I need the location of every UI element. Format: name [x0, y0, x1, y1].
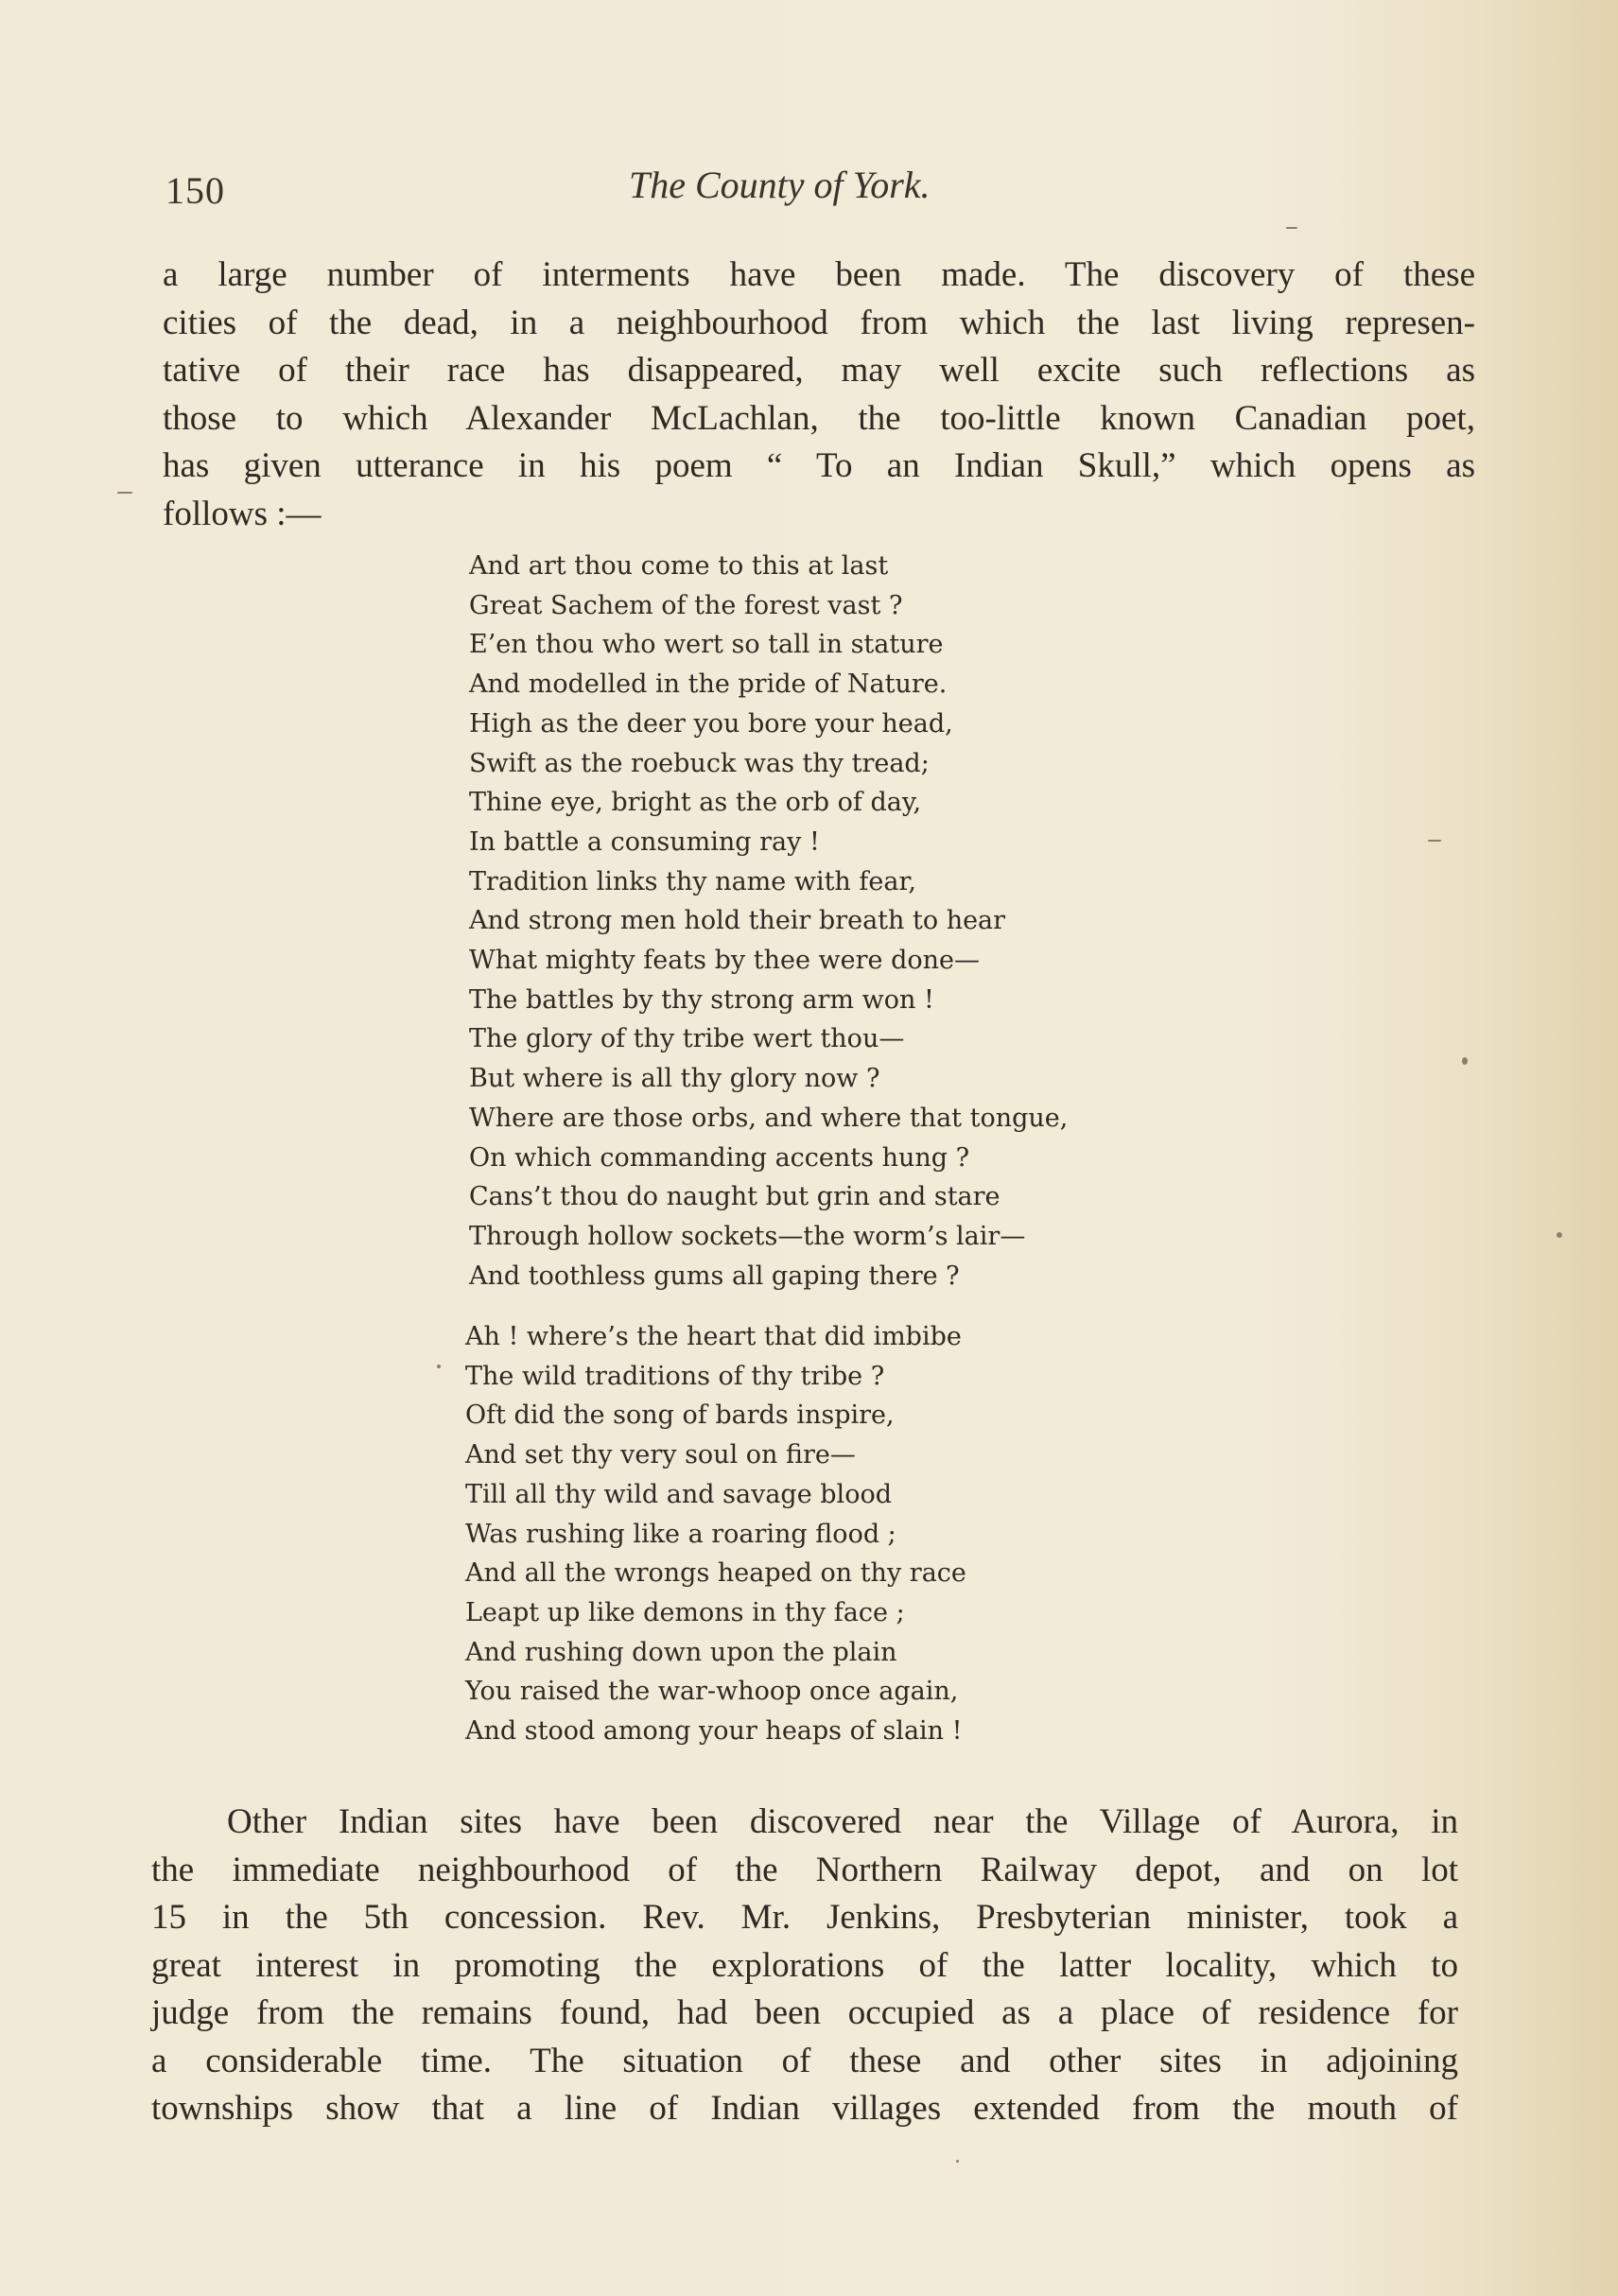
text-line: 15 in the 5th concession. Rev. Mr. Jenkins, Presbyterian minister, took a [151, 1898, 1458, 1937]
paper-speck [1557, 1232, 1562, 1238]
poem-line: Thine eye, bright as the orb of day, [469, 788, 922, 818]
poem-line: Where are those orbs, and where that tongue, [469, 1103, 1069, 1133]
text-line: those to which Alexander McLachlan, the too-little known Canadian poet, [163, 398, 1475, 438]
poem-line: And modelled in the pride of Nature. [469, 670, 948, 700]
poem-stanza-1 [469, 547, 1068, 1296]
intro-paragraph [163, 252, 1475, 538]
paper-speck [117, 492, 132, 494]
paper-speck [437, 1365, 441, 1368]
poem-line: And stood among your heaps of slain ! [465, 1716, 963, 1747]
paper-speck [1462, 1057, 1468, 1065]
poem-line: Ah ! where’s the heart that did imbibe [465, 1322, 962, 1351]
text-line: Other Indian sites have been discovered near the Village of Aurora, in [227, 1802, 1458, 1841]
poem-line: You raised the war-whoop once again, [465, 1677, 959, 1707]
poem-line: The battles by thy strong arm won ! [469, 984, 934, 1015]
poem-line: On which commanding accents hung ? [469, 1142, 970, 1173]
poem-line: Till all thy wild and savage blood [465, 1479, 892, 1509]
poem-line: Great Sachem of the forest vast ? [469, 590, 903, 620]
text-line: great interest in promoting the explorations of the latter locality, which to [151, 1945, 1458, 1985]
page-number: 150 [165, 169, 225, 212]
poem-line: What mighty feats by thee were done— [469, 946, 980, 976]
poem-line: And rushing down upon the plain [465, 1637, 897, 1667]
running-head [165, 159, 1017, 216]
poem-line: Swift as the roebuck was thy tread; [469, 748, 930, 778]
poem-stanza-2 [465, 1317, 966, 1751]
poem-line: Cans’t thou do naught but grin and stare [469, 1182, 1000, 1212]
poem-line: The glory of thy tribe wert thou— [469, 1024, 905, 1054]
poem-line: Leapt up like demons in thy face ; [465, 1597, 905, 1627]
paper-speck [1428, 840, 1441, 842]
paper-speck [1286, 227, 1297, 229]
text-line: has given utterance in his poem “ To an Indian Skull,” which opens as [163, 446, 1475, 485]
text-line: the immediate neighbourhood of the Northern Railway depot, and on lot [151, 1850, 1458, 1889]
poem-line: E’en thou who wert so tall in stature [469, 630, 944, 660]
text-line: tative of their race has disappeared, may well excite such reflections as [163, 351, 1475, 390]
poem-line: High as the deer you bore your head, [469, 708, 953, 739]
text-line: a large number of interments have been made. The discovery of these [163, 255, 1475, 294]
poem-line: Tradition links thy name with fear, [469, 866, 916, 896]
poem-line: And toothless gums all gaping there ? [469, 1261, 960, 1291]
running-title: The County of York. [629, 164, 931, 206]
paper-speck [956, 2160, 959, 2163]
poem-line: And all the wrongs heaped on thy race [465, 1558, 966, 1589]
poem-line: The wild traditions of thy tribe ? [465, 1361, 885, 1391]
text-line: a considerable time. The situation of these and other sites in adjoining [151, 2041, 1458, 2080]
text-line: cities of the dead, in a neighbourhood from which the last living represen- [163, 303, 1475, 342]
closing-paragraph [151, 1799, 1458, 2133]
poem-line: But where is all thy glory now ? [469, 1064, 880, 1094]
poem-line: Oft did the song of bards inspire, [465, 1400, 895, 1431]
poem-line: In battle a consuming ray ! [469, 826, 820, 857]
text-line: follows :— [163, 494, 322, 533]
poem-line: Was rushing like a roaring flood ; [465, 1519, 896, 1549]
text-line: townships show that a line of Indian villages extended from the mouth of [151, 2089, 1458, 2128]
poem-line: Through hollow sockets—the worm’s lair— [469, 1221, 1026, 1251]
poem-line: And set thy very soul on fire— [465, 1440, 856, 1470]
poem-line: And strong men hold their breath to hear [469, 906, 1006, 936]
poem-line: And art thou come to this at last [469, 551, 889, 581]
text-line: judge from the remains found, had been occupied as a place of residence for [151, 1993, 1458, 2032]
